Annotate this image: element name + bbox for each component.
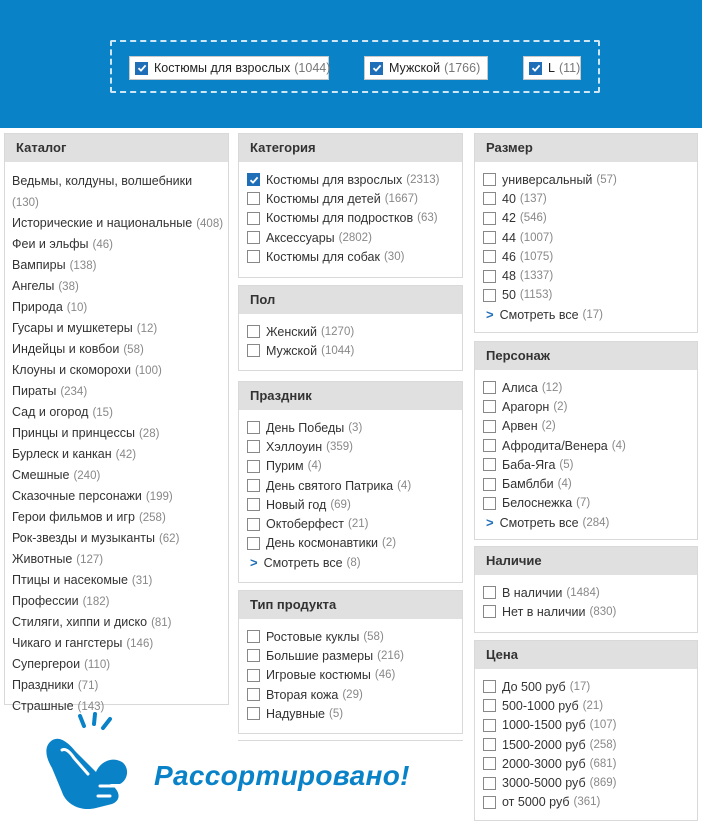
option-count: (46) bbox=[374, 669, 396, 682]
catalog-link-count: (46) bbox=[92, 239, 113, 251]
catalog-link[interactable] bbox=[12, 507, 228, 528]
catalog-link[interactable] bbox=[12, 654, 228, 675]
checkbox-icon[interactable] bbox=[483, 478, 496, 491]
checkbox-icon[interactable] bbox=[247, 231, 260, 244]
filter-option[interactable] bbox=[247, 418, 462, 437]
catalog-link[interactable] bbox=[12, 465, 228, 486]
checkbox-icon[interactable] bbox=[483, 458, 496, 471]
filter-option[interactable] bbox=[483, 378, 697, 397]
show-all-count: (8) bbox=[346, 556, 361, 569]
option-count: (4) bbox=[557, 478, 572, 491]
character-list-wrap bbox=[475, 370, 697, 532]
checkbox-checked-icon[interactable] bbox=[247, 173, 260, 186]
character-title: Персонаж bbox=[475, 342, 697, 370]
price-list bbox=[475, 669, 697, 812]
option-label: Костюмы для подростков bbox=[266, 211, 414, 226]
show-all-label: Смотреть все bbox=[499, 307, 579, 322]
catalog-list bbox=[5, 162, 228, 717]
price-title: Цена bbox=[475, 641, 697, 669]
checkbox-icon[interactable] bbox=[247, 212, 260, 225]
catalog-link-count: (31) bbox=[131, 575, 153, 587]
catalog-link-count: (182) bbox=[82, 596, 110, 608]
character-panel bbox=[474, 341, 698, 540]
catalog-link[interactable] bbox=[12, 297, 228, 318]
option-label: 48 bbox=[502, 269, 516, 284]
option-label: Арвен bbox=[502, 419, 538, 434]
option-label: 3000-5000 руб bbox=[502, 776, 586, 791]
option-count: (359) bbox=[326, 440, 353, 453]
option-count: (2802) bbox=[338, 231, 372, 244]
filter-option[interactable] bbox=[483, 696, 697, 715]
option-count: (1270) bbox=[320, 325, 355, 338]
catalog-link-label: Вампиры bbox=[12, 258, 66, 272]
catalog-link-count: (100) bbox=[134, 365, 162, 377]
checkbox-icon[interactable] bbox=[483, 381, 496, 394]
catalog-link-count: (110) bbox=[84, 659, 111, 671]
active-filter-chip[interactable] bbox=[523, 56, 581, 80]
option-count: (869) bbox=[589, 777, 617, 790]
option-label: Алиса bbox=[502, 380, 538, 395]
checkbox-icon[interactable] bbox=[483, 231, 496, 244]
option-label: Баба-Яга bbox=[502, 457, 556, 472]
filter-option[interactable] bbox=[247, 685, 462, 704]
filter-option[interactable] bbox=[483, 286, 697, 305]
option-label: Белоснежка bbox=[502, 496, 573, 511]
option-count: (546) bbox=[519, 212, 547, 225]
catalog-link-count: (143) bbox=[77, 701, 105, 713]
filter-option[interactable] bbox=[483, 209, 697, 228]
catalog-link-label: Бурлеск и канкан bbox=[12, 447, 112, 461]
checkbox-icon[interactable] bbox=[247, 250, 260, 263]
chip-label: Костюмы для взрослых bbox=[154, 61, 291, 75]
option-count: (1007) bbox=[519, 231, 554, 244]
catalog-title: Каталог bbox=[5, 134, 228, 162]
show-all-count: (17) bbox=[582, 308, 603, 321]
checkbox-icon[interactable] bbox=[483, 796, 496, 809]
size-show-all-link[interactable] bbox=[486, 305, 697, 324]
availability-list bbox=[475, 575, 697, 622]
filter-option[interactable] bbox=[483, 228, 697, 247]
filter-option[interactable] bbox=[483, 716, 697, 735]
chip-count: (1044) bbox=[294, 61, 331, 75]
catalog-link-count: (58) bbox=[123, 344, 144, 356]
option-count: (137) bbox=[519, 192, 547, 205]
catalog-link-label: Ангелы bbox=[12, 279, 55, 293]
option-count: (361) bbox=[573, 796, 601, 809]
option-count: (21) bbox=[582, 699, 604, 712]
active-filters-box bbox=[110, 40, 600, 93]
catalog-panel bbox=[4, 133, 229, 713]
filter-option[interactable] bbox=[247, 247, 462, 266]
catalog-link-label: Принцы и принцессы bbox=[12, 426, 135, 440]
checkbox-icon[interactable] bbox=[483, 497, 496, 510]
filter-option[interactable] bbox=[247, 170, 462, 189]
option-label: Игровые костюмы bbox=[266, 668, 371, 683]
category-title: Категория bbox=[239, 134, 462, 162]
checkbox-checked-icon[interactable] bbox=[135, 62, 148, 75]
filter-option[interactable] bbox=[483, 266, 697, 285]
active-filter-chip[interactable] bbox=[129, 56, 329, 80]
option-count: (63) bbox=[417, 212, 438, 225]
catalog-link[interactable] bbox=[12, 570, 228, 591]
catalog-link[interactable] bbox=[12, 234, 228, 255]
filter-option[interactable] bbox=[247, 514, 462, 533]
catalog-link-count: (12) bbox=[136, 323, 158, 335]
option-count: (4) bbox=[307, 460, 322, 473]
chip-count: (11) bbox=[558, 61, 581, 75]
filter-option[interactable] bbox=[247, 666, 462, 685]
catalog-link-label: Чикаго и гангстеры bbox=[12, 636, 123, 650]
size-list bbox=[483, 170, 697, 305]
catalog-link[interactable] bbox=[12, 675, 228, 696]
catalog-link-label: Феи и эльфы bbox=[12, 237, 89, 251]
catalog-link-count: (15) bbox=[92, 407, 113, 419]
option-count: (107) bbox=[589, 719, 617, 732]
catalog-link-label: Рок-звезды и музыканты bbox=[12, 531, 155, 545]
catalog-link-label: Исторические и национальные bbox=[12, 216, 193, 230]
hand-ok-icon bbox=[40, 712, 150, 822]
checkbox-icon[interactable] bbox=[483, 738, 496, 751]
catalog-link-label: Страшные bbox=[12, 699, 74, 713]
gender-list bbox=[239, 314, 462, 361]
option-label: Пурим bbox=[266, 459, 304, 474]
option-label: Арагорн bbox=[502, 399, 550, 414]
character-list bbox=[483, 378, 697, 513]
option-label: День святого Патрика bbox=[266, 478, 394, 493]
checkbox-icon[interactable] bbox=[483, 680, 496, 693]
option-count: (1044) bbox=[321, 344, 355, 357]
option-count: (29) bbox=[342, 688, 363, 701]
checkbox-checked-icon[interactable] bbox=[370, 62, 383, 75]
filter-option[interactable] bbox=[483, 735, 697, 754]
option-label: 42 bbox=[502, 211, 516, 226]
catalog-link[interactable] bbox=[12, 402, 228, 423]
catalog-link[interactable] bbox=[12, 171, 228, 192]
character-show-all-link[interactable] bbox=[486, 513, 697, 532]
filter-option[interactable] bbox=[247, 627, 462, 646]
option-count: (1337) bbox=[519, 270, 554, 283]
option-count: (1484) bbox=[566, 586, 600, 599]
option-label: Мужской bbox=[266, 343, 318, 358]
checkbox-icon[interactable] bbox=[483, 212, 496, 225]
catalog-link-count: (408) bbox=[196, 218, 224, 230]
catalog-link-count: (240) bbox=[73, 470, 101, 482]
option-label: 40 bbox=[502, 191, 516, 206]
catalog-link[interactable] bbox=[12, 633, 228, 654]
option-label: 1500-2000 руб bbox=[502, 737, 586, 752]
checkbox-icon[interactable] bbox=[483, 439, 496, 452]
availability-title: Наличие bbox=[475, 547, 697, 575]
chevron-right-icon: > bbox=[486, 307, 494, 323]
checkbox-icon[interactable] bbox=[483, 757, 496, 770]
catalog-link-count: (42) bbox=[115, 449, 137, 461]
option-label: универсальный bbox=[502, 172, 593, 187]
option-count: (830) bbox=[589, 605, 617, 618]
option-label: Афродита/Венера bbox=[502, 438, 608, 453]
catalog-link-label: Смешные bbox=[12, 468, 70, 482]
active-filters-band bbox=[0, 0, 702, 128]
checkbox-icon[interactable] bbox=[247, 688, 260, 701]
option-label: 50 bbox=[502, 288, 516, 303]
option-label: Октоберфест bbox=[266, 517, 345, 532]
catalog-link-label: Супергерои bbox=[12, 657, 81, 671]
catalog-link-label: Праздники bbox=[12, 678, 74, 692]
filter-option[interactable] bbox=[247, 322, 462, 341]
catalog-link[interactable] bbox=[12, 591, 228, 612]
option-label: 500-1000 руб bbox=[502, 698, 579, 713]
catalog-link-count: (234) bbox=[60, 386, 88, 398]
checkbox-icon[interactable] bbox=[483, 699, 496, 712]
show-all-count: (284) bbox=[582, 516, 610, 529]
option-label: Аксессуары bbox=[266, 230, 335, 245]
filter-option[interactable] bbox=[247, 534, 462, 553]
option-count: (57) bbox=[596, 173, 617, 186]
catalog-link-count: (71) bbox=[77, 680, 99, 692]
option-label: До 500 руб bbox=[502, 679, 566, 694]
product-type-list bbox=[239, 619, 462, 723]
filter-option[interactable] bbox=[247, 476, 462, 495]
filter-option[interactable] bbox=[483, 247, 697, 266]
filter-option[interactable] bbox=[483, 494, 697, 513]
catalog-link[interactable] bbox=[12, 381, 228, 402]
catalog-link-label: Пираты bbox=[12, 384, 57, 398]
size-title: Размер bbox=[475, 134, 697, 162]
catalog-link-label: Сад и огород bbox=[12, 405, 89, 419]
chip-label: L bbox=[548, 61, 555, 75]
option-label: Костюмы для детей bbox=[266, 191, 381, 206]
catalog-link-label: Ведьмы, колдуны, волшебники bbox=[12, 174, 193, 188]
catalog-link[interactable] bbox=[12, 276, 228, 297]
option-count: (1153) bbox=[519, 289, 553, 302]
category-panel bbox=[238, 133, 463, 278]
checkbox-icon[interactable] bbox=[247, 460, 260, 473]
option-label: День космонавтики bbox=[266, 536, 379, 551]
option-label: 46 bbox=[502, 249, 516, 264]
checkbox-icon[interactable] bbox=[483, 192, 496, 205]
chevron-right-icon: > bbox=[486, 515, 494, 531]
catalog-link-label: Птицы и насекомые bbox=[12, 573, 128, 587]
chip-label: Мужской bbox=[389, 61, 441, 75]
catalog-link-label: Животные bbox=[12, 552, 73, 566]
option-count: (2) bbox=[553, 400, 568, 413]
filter-option[interactable] bbox=[483, 455, 697, 474]
catalog-link-count: (62) bbox=[158, 533, 180, 545]
catalog-link[interactable] bbox=[12, 255, 228, 276]
filter-option[interactable] bbox=[483, 677, 697, 696]
filter-option[interactable] bbox=[247, 457, 462, 476]
catalog-link[interactable] bbox=[12, 444, 228, 465]
filter-option[interactable] bbox=[483, 793, 697, 812]
catalog-link[interactable] bbox=[12, 360, 228, 381]
option-count: (12) bbox=[541, 381, 563, 394]
catalog-link[interactable] bbox=[12, 612, 228, 633]
option-count: (69) bbox=[330, 498, 351, 511]
filter-option[interactable] bbox=[483, 754, 697, 773]
checkbox-icon[interactable] bbox=[483, 777, 496, 790]
checkbox-checked-icon[interactable] bbox=[529, 62, 542, 75]
checkbox-icon[interactable] bbox=[483, 719, 496, 732]
catalog-link-label: Сказочные персонажи bbox=[12, 489, 142, 503]
filter-option[interactable] bbox=[247, 228, 462, 247]
checkbox-icon[interactable] bbox=[247, 192, 260, 205]
catalog-link-label: Гусары и мушкетеры bbox=[12, 321, 133, 335]
option-label: Хэллоуин bbox=[266, 439, 323, 454]
holiday-show-all-link[interactable] bbox=[250, 553, 462, 572]
holiday-title: Праздник bbox=[239, 382, 462, 410]
option-count: (2) bbox=[382, 537, 397, 550]
checkbox-icon[interactable] bbox=[247, 669, 260, 682]
checkbox-icon[interactable] bbox=[483, 605, 496, 618]
catalog-link-count: (258) bbox=[138, 512, 166, 524]
option-count: (30) bbox=[383, 250, 405, 263]
option-label: Вторая кожа bbox=[266, 687, 339, 702]
catalog-link-count: (38) bbox=[58, 281, 79, 293]
checkbox-icon[interactable] bbox=[483, 400, 496, 413]
catalog-link[interactable] bbox=[12, 192, 228, 213]
chevron-right-icon: > bbox=[250, 555, 258, 571]
option-label: от 5000 руб bbox=[502, 795, 570, 810]
filter-option[interactable] bbox=[483, 602, 697, 621]
gender-panel bbox=[238, 285, 463, 371]
catalog-link[interactable] bbox=[12, 213, 228, 234]
option-label: В наличии bbox=[502, 585, 563, 600]
catalog-link-count: (146) bbox=[126, 638, 154, 650]
size-list-wrap bbox=[475, 162, 697, 324]
catalog-link-count: (127) bbox=[76, 554, 104, 566]
checkbox-icon[interactable] bbox=[483, 173, 496, 186]
catalog-link-label: Професcии bbox=[12, 594, 79, 608]
checkbox-icon[interactable] bbox=[247, 479, 260, 492]
catalog-link[interactable] bbox=[12, 486, 228, 507]
filter-option[interactable] bbox=[247, 209, 462, 228]
catalog-link[interactable] bbox=[12, 549, 228, 570]
option-label: Нет в наличии bbox=[502, 604, 586, 619]
option-count: (7) bbox=[576, 497, 591, 510]
option-count: (258) bbox=[589, 738, 617, 751]
filter-option[interactable] bbox=[247, 189, 462, 208]
checkbox-icon[interactable] bbox=[247, 421, 260, 434]
availability-panel bbox=[474, 546, 698, 633]
checkbox-icon[interactable] bbox=[483, 420, 496, 433]
option-count: (216) bbox=[377, 649, 404, 662]
filter-option[interactable] bbox=[247, 495, 462, 514]
option-count: (2313) bbox=[406, 173, 440, 186]
option-count: (4) bbox=[397, 479, 412, 492]
show-all-label: Смотреть все bbox=[499, 515, 579, 530]
catalog-link[interactable] bbox=[12, 318, 228, 339]
option-label: Бамблби bbox=[502, 477, 554, 492]
checkbox-icon[interactable] bbox=[247, 649, 260, 662]
catalog-link[interactable] bbox=[12, 339, 228, 360]
option-label: Надувные bbox=[266, 706, 326, 721]
option-label: Ростовые куклы bbox=[266, 629, 360, 644]
catalog-link-label: Клоуны и скоморохи bbox=[12, 363, 131, 377]
filter-option[interactable] bbox=[483, 189, 697, 208]
brand-block bbox=[40, 712, 440, 822]
holiday-list bbox=[247, 418, 462, 553]
size-panel bbox=[474, 133, 698, 333]
catalog-link-count: (28) bbox=[138, 428, 160, 440]
filter-option[interactable] bbox=[483, 417, 697, 436]
checkbox-icon[interactable] bbox=[247, 630, 260, 643]
holiday-list-wrap bbox=[239, 410, 462, 572]
checkbox-icon[interactable] bbox=[247, 344, 260, 357]
active-filter-chip[interactable] bbox=[364, 56, 488, 80]
option-count: (2) bbox=[541, 420, 556, 433]
catalog-link-label: Стиляги, хиппи и диско bbox=[12, 615, 148, 629]
catalog-link-count: (10) bbox=[66, 302, 88, 314]
option-count: (5) bbox=[559, 458, 574, 471]
gender-title: Пол bbox=[239, 286, 462, 314]
option-label: Женский bbox=[266, 324, 317, 339]
option-count: (1075) bbox=[519, 250, 554, 263]
option-label: 1000-1500 руб bbox=[502, 718, 586, 733]
filter-option[interactable] bbox=[247, 646, 462, 665]
catalog-link[interactable] bbox=[12, 528, 228, 549]
catalog-link-count: (199) bbox=[145, 491, 173, 503]
show-all-label: Смотреть все bbox=[263, 555, 343, 570]
checkbox-icon[interactable] bbox=[247, 325, 260, 338]
catalog-link-count: (130) bbox=[12, 197, 39, 209]
option-label: День Победы bbox=[266, 420, 345, 435]
checkbox-icon[interactable] bbox=[247, 440, 260, 453]
price-panel bbox=[474, 640, 698, 821]
holiday-panel bbox=[238, 381, 463, 583]
option-label: Большие размеры bbox=[266, 648, 374, 663]
option-label: Новый год bbox=[266, 497, 327, 512]
checkbox-icon[interactable] bbox=[483, 586, 496, 599]
checkbox-icon[interactable] bbox=[247, 498, 260, 511]
option-count: (21) bbox=[348, 518, 369, 531]
filter-option[interactable] bbox=[483, 583, 697, 602]
option-label: Костюмы для собак bbox=[266, 249, 380, 264]
category-list bbox=[239, 162, 462, 266]
catalog-link-label: Природа bbox=[12, 300, 63, 314]
checkbox-icon[interactable] bbox=[483, 270, 496, 283]
option-label: 2000-3000 руб bbox=[502, 756, 586, 771]
brand-slogan: Рассортировано! bbox=[154, 760, 410, 791]
checkbox-icon[interactable] bbox=[483, 250, 496, 263]
checkbox-icon[interactable] bbox=[247, 518, 260, 531]
filter-option[interactable] bbox=[247, 437, 462, 456]
option-count: (58) bbox=[363, 630, 384, 643]
option-count: (3) bbox=[348, 421, 363, 434]
catalog-link-label: Герои фильмов и игр bbox=[12, 510, 135, 524]
filter-option[interactable] bbox=[247, 341, 462, 360]
filter-option[interactable] bbox=[483, 436, 697, 455]
option-count: (17) bbox=[569, 680, 591, 693]
catalog-link-count: (138) bbox=[69, 260, 97, 272]
option-count: (5) bbox=[329, 707, 344, 720]
product-type-title: Тип продукта bbox=[239, 591, 462, 619]
option-count: (4) bbox=[611, 439, 626, 452]
catalog-link-label: Индейцы и ковбои bbox=[12, 342, 120, 356]
chip-count: (1766) bbox=[444, 61, 481, 75]
catalog-link[interactable] bbox=[12, 423, 228, 444]
option-count: (681) bbox=[589, 757, 617, 770]
option-label: 44 bbox=[502, 230, 516, 245]
checkbox-icon[interactable] bbox=[247, 537, 260, 550]
option-label: Костюмы для взрослых bbox=[266, 172, 403, 187]
filter-option[interactable] bbox=[483, 474, 697, 493]
catalog-link-count: (81) bbox=[151, 617, 172, 629]
checkbox-icon[interactable] bbox=[483, 289, 496, 302]
option-count: (1667) bbox=[384, 192, 418, 205]
filter-option[interactable] bbox=[483, 773, 697, 792]
filter-option[interactable] bbox=[483, 170, 697, 189]
filter-option[interactable] bbox=[483, 397, 697, 416]
